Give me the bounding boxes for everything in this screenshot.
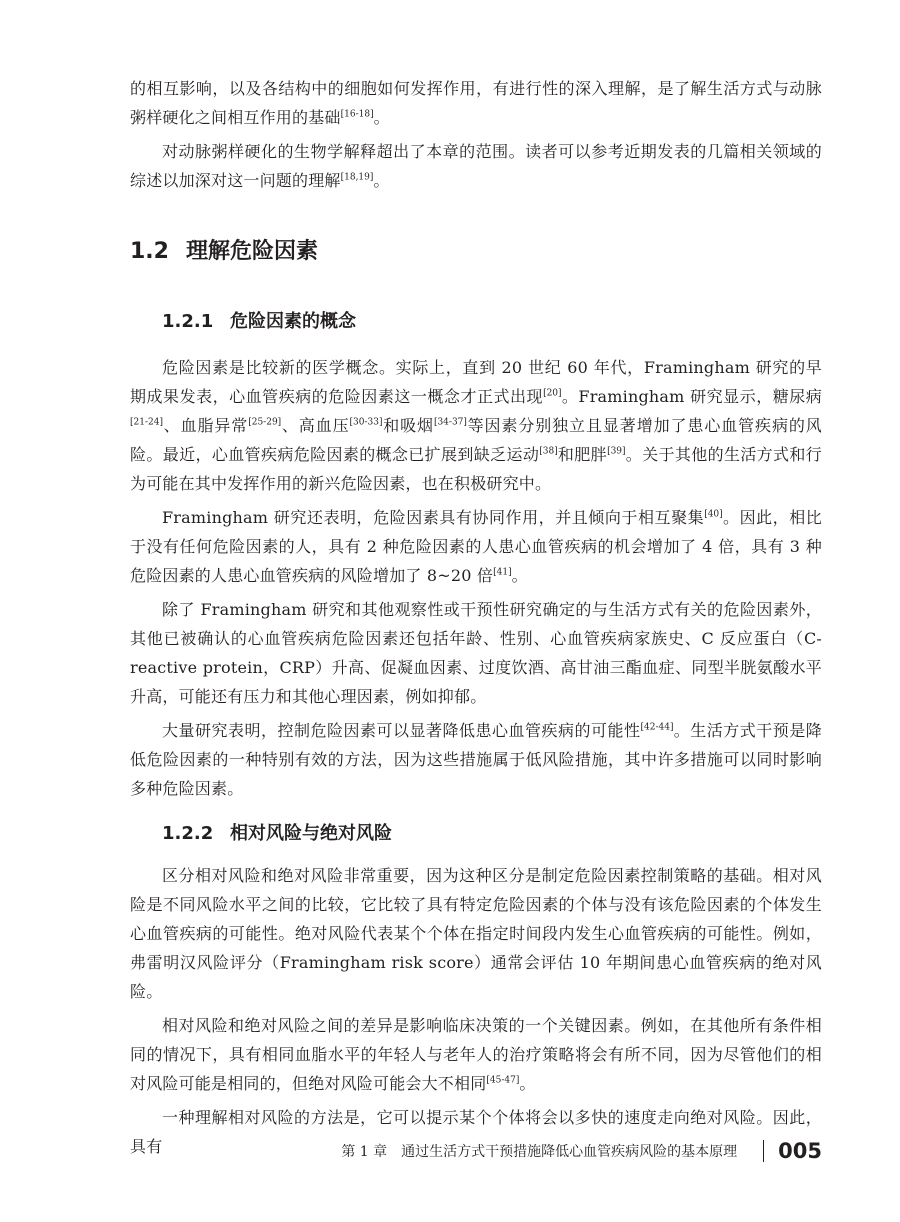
citation: [25-29] xyxy=(248,417,282,428)
citation: [39] xyxy=(607,446,626,457)
running-chapter-title: 第 1 章 通过生活方式干预措施降低心血管疾病风险的基本原理 xyxy=(341,1144,738,1160)
citation: [40] xyxy=(704,509,723,520)
citation: [30-33] xyxy=(349,417,383,428)
subsection-heading-1-2-1: 1.2.1 危险因素的概念 xyxy=(162,311,356,332)
paragraph: Framingham 研究还表明，危险因素具有协同作用，并且倾向于相互聚集[40]。因此，相比于没有任何危险因素的人，具有 2 种危险因素的人患心血管疾病的机会增加了 4 倍，具有 3 种危险因素的人患心血管疾病的风险增加了 8~20 倍[41]。 xyxy=(130,508,822,585)
citation: [41] xyxy=(493,567,512,578)
citation: [16-18] xyxy=(340,109,374,120)
section-heading-1-2: 1.2 理解危险因素 xyxy=(130,239,319,264)
citation: [18,19] xyxy=(340,172,374,183)
citation: [34-37] xyxy=(433,417,467,428)
paragraph: 区分相对风险和绝对风险非常重要，因为这种区分是制定危险因素控制策略的基础。相对风险是不同风险水平之间的比较，它比较了具有特定危险因素的个体与没有该危险因素的个体发生心血管疾病的可能性。绝对风险代表某个个体在指定时间段内发生心血管疾病的可能性。例如，弗雷明汉风险评分（Framingham risk score）通常会评估 10 年期间患心血管疾病的绝对风险。 xyxy=(130,866,822,1001)
paragraph: 的相互影响，以及各结构中的细胞如何发挥作用，有进行性的深入理解，是了解生活方式与动脉粥样硬化之间相互作用的基础[16-18]。 xyxy=(130,79,822,127)
footer-divider xyxy=(763,1140,764,1162)
paragraph: 危险因素是比较新的医学概念。实际上，直到 20 世纪 60 年代，Framingham 研究的早期成果发表，心血管疾病的危险因素这一概念才正式出现[20]。Framingham 研究显示，糖尿病[21-24]、血脂异常[25-29]、高血压[30-33]和吸烟[34-37]等因素分别独立且显著增加了患心血管疾病的风险。最近，心血管疾病危险因素的概念已扩展到缺乏运动[38]和肥胖[39]。关于其他的生活方式和行为可能在其中发挥作用的新兴危险因素，也在积极研究中。 xyxy=(130,358,822,493)
page-number: 005 xyxy=(778,1139,822,1163)
paragraph: 大量研究表明，控制危险因素可以显著降低患心血管疾病的可能性[42-44]。生活方式干预是降低危险因素的一种特别有效的方法，因为这些措施属于低风险措施，其中许多措施可以同时影响多种危险因素。 xyxy=(130,721,822,798)
subsection-heading-1-2-2: 1.2.2 相对风险与绝对风险 xyxy=(162,823,392,844)
citation: [20] xyxy=(543,388,562,399)
paragraph: 一种理解相对风险的方法是，它可以提示某个个体将会以多快的速度走向绝对风险。因此，具有 xyxy=(130,1108,822,1156)
paragraph: 相对风险和绝对风险之间的差异是影响临床决策的一个关键因素。例如，在其他所有条件相同的情况下，具有相同血脂水平的年轻人与老年人的治疗策略将会有所不同，因为尽管他们的相对风险可能是相同的，但绝对风险可能会大不相同[45-47]。 xyxy=(130,1016,822,1093)
citation: [45-47] xyxy=(486,1075,520,1086)
citation: [21-24] xyxy=(130,417,163,428)
paragraph: 除了 Framingham 研究和其他观察性或干预性研究确定的与生活方式有关的危险因素外，其他已被确认的心血管疾病危险因素还包括年龄、性别、心血管疾病家族史、C 反应蛋白（C-reactive protein，CRP）升高、促凝血因素、过度饮酒、高甘油三酯血症、同型半胱氨酸水平升高，可能还有压力和其他心理因素，例如抑郁。 xyxy=(130,600,822,706)
page-body xyxy=(130,74,822,1166)
paragraph: 对动脉粥样硬化的生物学解释超出了本章的范围。读者可以参考近期发表的几篇相关领域的综述以加深对这一问题的理解[18,19]。 xyxy=(130,142,822,190)
citation: [42-44] xyxy=(640,722,674,733)
citation: [38] xyxy=(539,446,558,457)
page-footer xyxy=(341,1139,822,1163)
